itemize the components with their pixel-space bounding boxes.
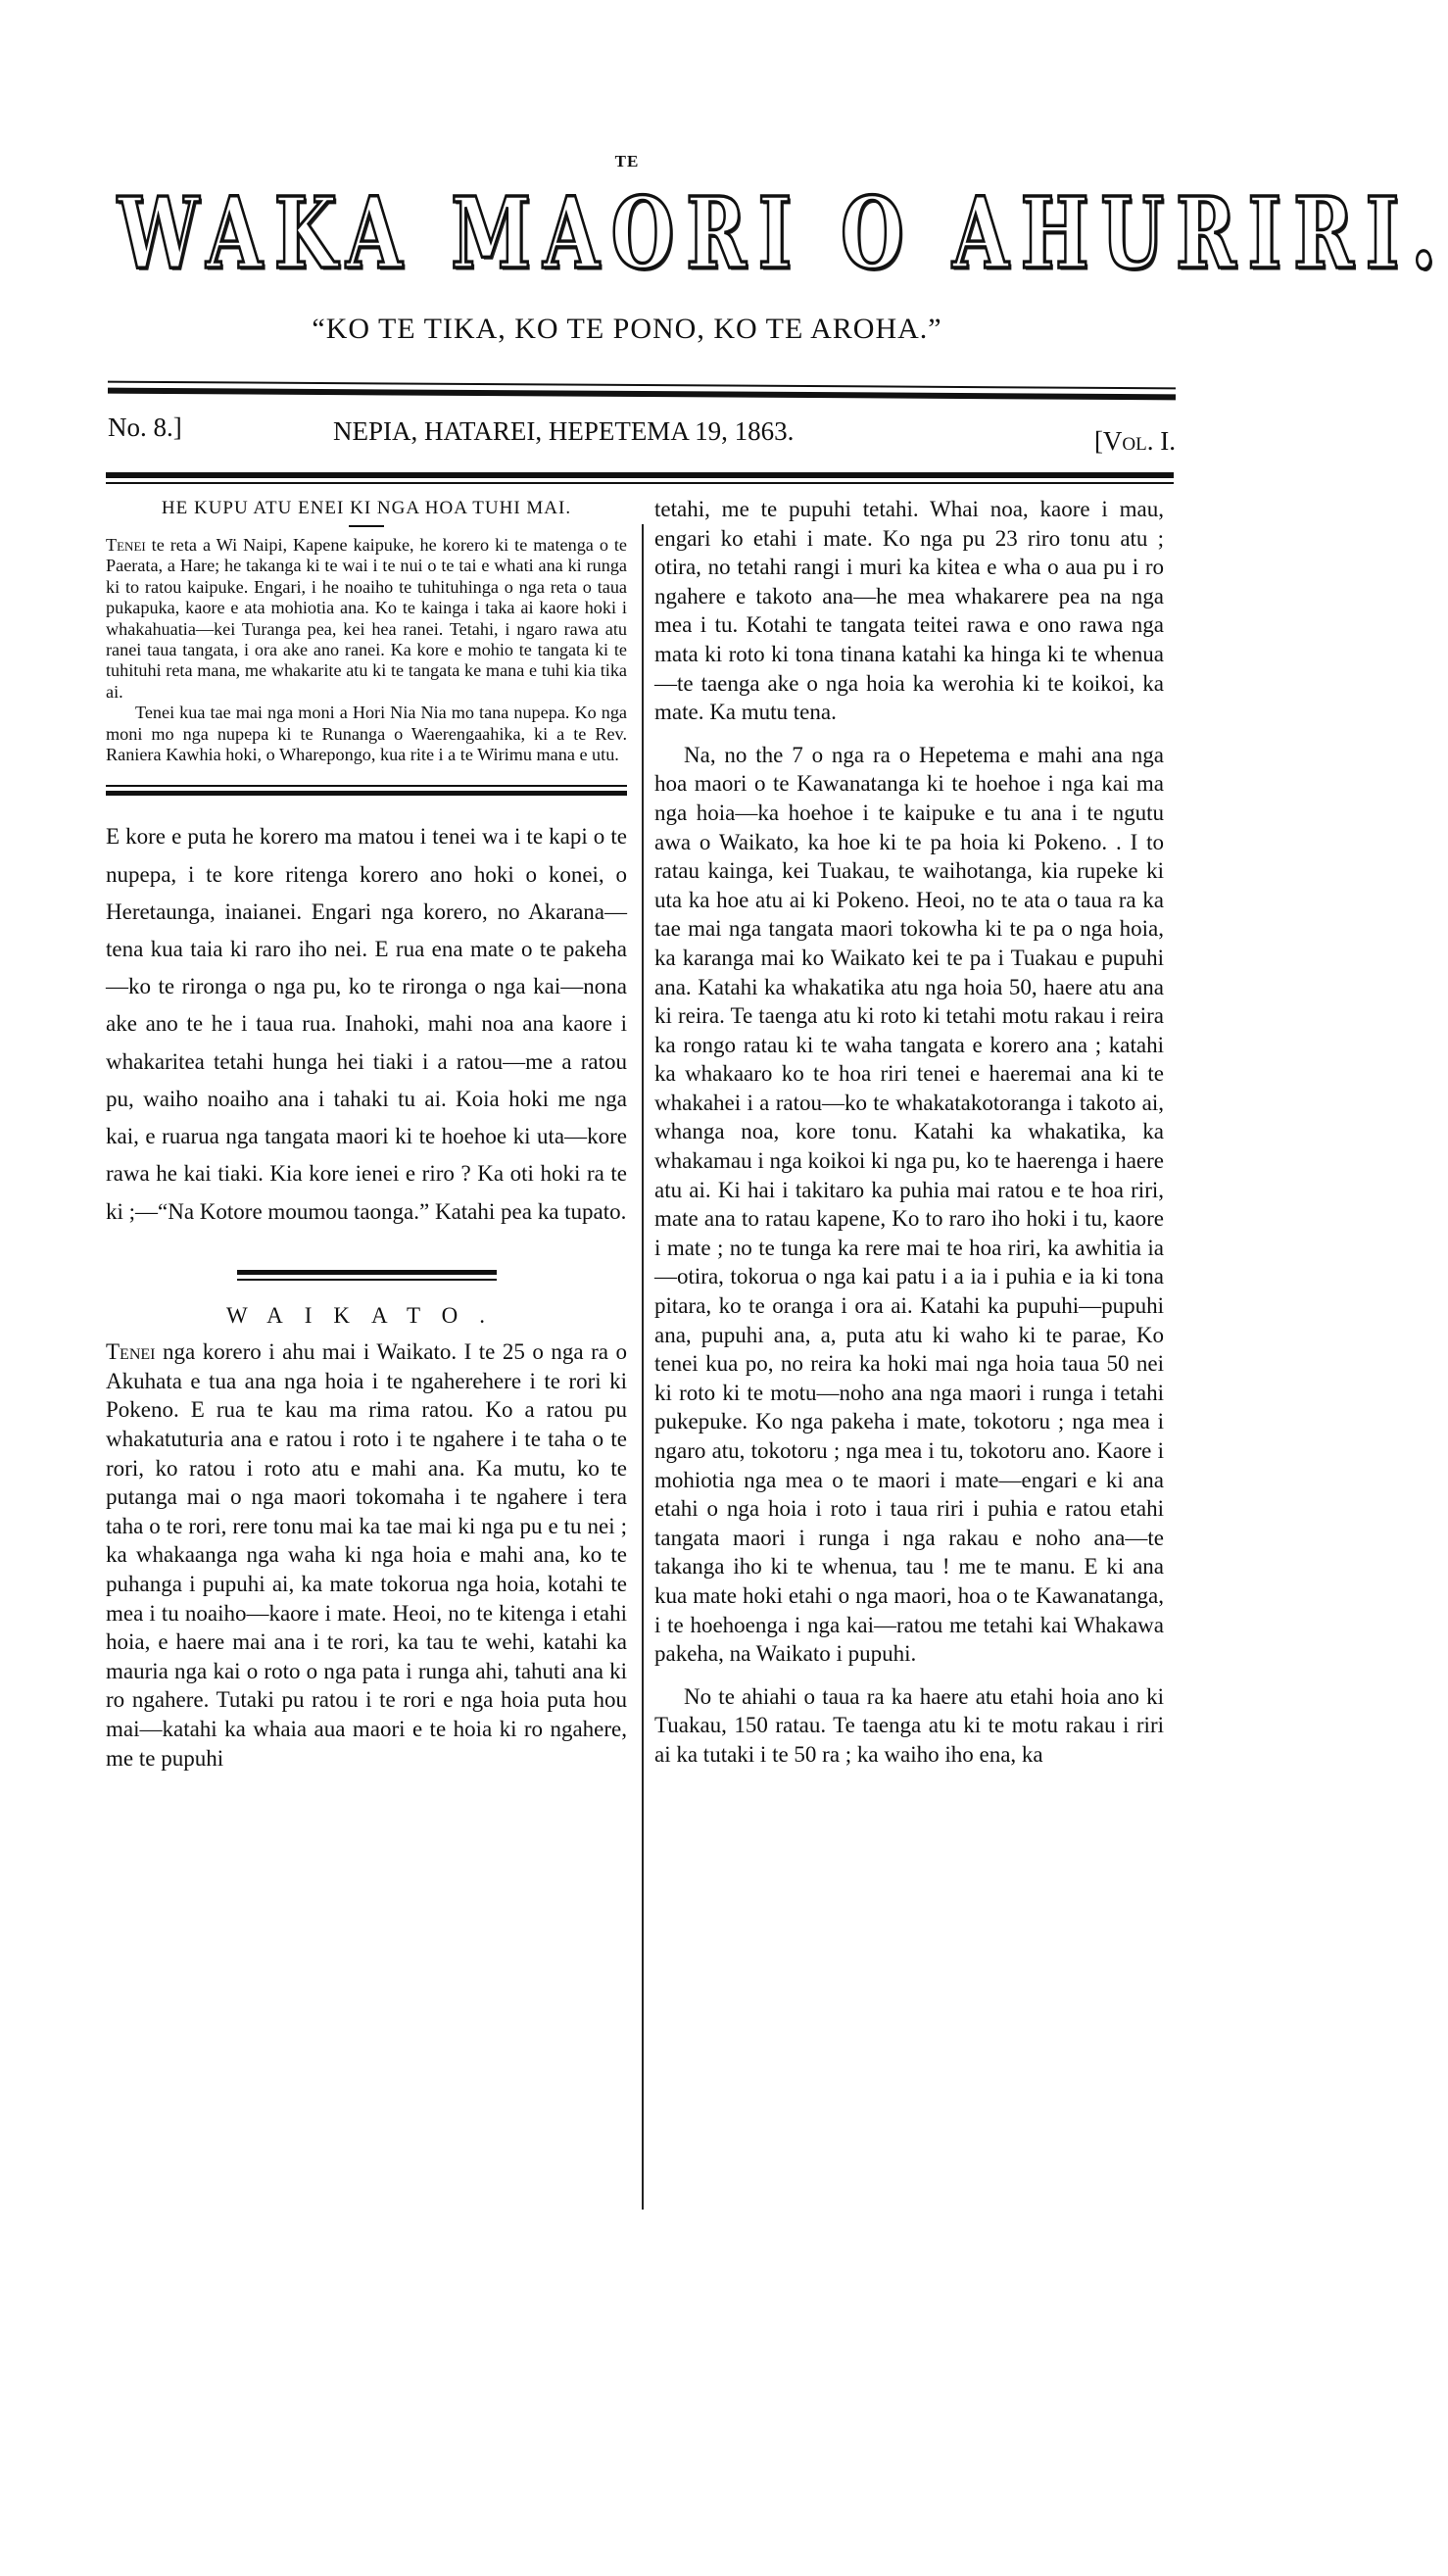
waikato-continued-paragraph: tetahi, me te pupuhi tetahi. Whai noa, kaore i mau, engari ko etahi i mate. Ko nga pu 23 riro tonu atu ; otira, no tetahi rangi i muri ka kitea e wha o aua pu i ro ngahere e takoto ana—he mea whakarere pea na nga mea i tu. Kotahi te tangata teitei rawa e ono rawa nga mata ki roto ki tona tinana katahi ka hinga ki te whenua—te taenga ake o nga hoia ka werohia ki te koikoi, ka mate. Ka mutu tena. <box>654 497 1164 725</box>
volume-number: [Vol. I. <box>1093 426 1176 456</box>
double-rule <box>106 785 627 801</box>
right-column <box>654 495 1164 1770</box>
waikato-paragraph-text: nga korero i ahu mai i Waikato. I te 25 o nga ra o Akuhata e tua ana nga hoia i te ngaherehere i te rori ki Pokeno. E rua te kau ma rima ratou. Ko a ratou pu whakatuturia ana e ratou i roto i te ngahere i te taha o te rori, ko ratou i roto atu e mahi ana. Ka mutu, ko te putanga mai o nga maori tokomaha i te ngahere i tera taha o te rori, rere tonu mai ka tae mai ki nga pu e tu nei ; ka whakaanga nga waha ki nga hoia e mahi ana, ko te puhanga i pupuhi ai, ka mate tokorua nga hoia, kotahi te mea i tu noaiho—kaore i mate. Heoi, no te kitenga i etahi hoia, e haere mai ana i te rori, ka tau te wehi, katahi ka mauria nga kai o roto o nga pata i runga ahi, tahuti ana ki ro ngahere. Tutaki pu ratou i te rori e nga hoia puta hou mai—katahi ka whaia aua maori e te hoia ki ro ngahere, me te pupuhi <box>106 1339 627 1771</box>
editorial-section <box>106 818 627 1230</box>
left-column <box>106 490 627 1773</box>
header-rule-top-thick <box>108 388 1176 401</box>
notice-lead-word: Tenei <box>106 535 146 555</box>
editorial-paragraph: E kore e puta he korero ma matou i tenei wa i te kapi o te nupepa, i te kore ritenga korero ano hoki o konei, o Heretaunga, inaianei. Engari nga korero, no Akarana—tena kua taia ki raro iho nei. E rua ena mate o te pakeha—ko te rironga o nga pu, ko te rironga o nga kai—nona ake ano te he i taua rua. Inahoki, mahi noa ana kaore i whakaritea tetahi hunga hei tiaki i a ratou—me a ratou pu, waiho noaiho ana i tahaki tu ai. Koia hoki me nga kai, e ruarua nga tangata maori ki te hoehoe ki uta—kore rawa he kai tiaki. Kia kore ienei e riro ? Ka oti hoki ra te ki ;—“Na Kotore moumou taonga.” Katahi pea ka tupato. <box>106 824 627 1224</box>
waikato-title: WAIKATO. <box>225 1302 507 1328</box>
notice-paragraph-text: te reta a Wi Naipi, Kapene kaipuke, he korero ki te matenga o te Paerata, a Hare; he takanga ki te wai i te nui o te tai e whati ana ki runga ki to ratou kaipuke. Engari, i he noaiho te tuhituhinga o nga reta o taua pukapuka, kaore e ata mohiotia ana. Ko te kainga i taka ai kaore hoki i whakahuatia—kei Turanga pea, kei hea ranei. Tetahi, i ngaro rawa atu ranei taua tangata, i ora ake ano ranei. Ka kore e mohio te tangata ki te tuhituhi reta mana, me whakarite atu ki te tangata ke mana e tuhi kia tika ai. <box>106 535 627 702</box>
waikato-lead-word: Tenei <box>106 1339 156 1365</box>
place-date: NEPIA, HATAREI, HEPETEMA 19, 1863. <box>333 416 795 446</box>
masthead-title: WAKA MAORI O AHURIRI. <box>118 176 1448 292</box>
waikato-paragraph: Na, no the 7 o nga ra o Hepetema e mahi ana nga hoa maori o te Kawanatanga ki te hoehoe i nga kai ma nga hoia—ka hoehoe i te kaipuke e tu ana i te ngutu awa o Waikato, ka hoe ki te pa hoia ki Pokeno. . I to ratau kainga, kei Tuakau, te waihotanga, kia rupeke ki uta ka hoe atu ai ki Pokeno. Heoi, no te ata o taua ra ka tae mai nga tangata maori tokowha ki te pa o nga hoia, ka karanga mai ko Waikato kei te pa i Tuakau e pupuhi ana. Katahi ka whakatika atu nga hoia 50, haere atu ana ki reira. Te taenga atu ki roto ki tetahi motu rakau i reira ka rongo ratau ki te waha tangata e korero ana ; katahi ka whakaaro ko te hoa riri tenei e haeremai ana ki te whakahei i a ratou—ko te whakatakotoranga i takoto ai, whanga noa, kore tonu. Katahi ka whakatika, ka whakamau i nga koikoi ki nga pu, ko te haerenga i haere atu ai. Ki hai i takitaro ka puhia mai ratou e te hoa riri, mate ana to ratau kapene, Ko to raro iho hoki i tu, kaore i mate ; no te tunga ka rere mai te hoa riri, ka awhitia ia—otira, tokorua o nga kai patu i a ia i puhia e ia ki tona pitara, ko te oranga i ora ai. Katahi ka pupuhi—pupuhi ana, pupuhi ana, a, puta atu ki waho ki te parae, Ko tenei kua po, no reira ka hoki mai nga hoia taua 50 nei ki roto ki te motu—noho ana nga maori i runga i tetahi pukepuke. Ko nga pakeha i mate, tokotoru ; nga mea i ngaro atu, tokotoru ; nga mea i tu, tokotoru ano. Kaore i mohiotia nga mea o te maori i mate—engari e ki ana etahi o nga hoia i roto i taua riri i puhia e ratou etahi tangata maori i runga i nga rakau e noho ana—te takanga iho ki te whenua, tau ! me te manu. E ki ana kua mate hoki etahi o nga maori, hoa o te Kawanatanga, i te hoehoenga i nga kai—ratou me tetahi kai Whakawa pakeha, na Waikato i pupuhi. <box>654 742 1164 1667</box>
section-rule <box>237 1270 497 1284</box>
short-rule <box>349 525 384 527</box>
issue-number: No. 8.] <box>108 413 182 442</box>
notice-section <box>106 498 627 765</box>
waikato-paragraph <box>106 1337 627 1773</box>
masthead-te: TE <box>614 152 640 170</box>
notice-title: HE KUPU ATU ENEI KI NGA HOA TUHI MAI. <box>161 498 572 518</box>
dateline <box>108 412 1176 466</box>
waikato-section <box>106 1301 627 1774</box>
masthead-motto: “KO TE TIKA, KO TE PONO, KO TE AROHA.” <box>312 313 942 345</box>
notice-paragraph: Tenei kua tae mai nga moni a Hori Nia Nia mo tana nupepa. Ko nga moni mo nga nupepa ki te Runanga o Waerengaahika, ki a te Rev. Raniera Kawhia hoki, o Wharepongo, kua rite i a te Wirimu mana e utu. <box>106 703 627 765</box>
header-rule-bottom-thin <box>106 482 1174 484</box>
waikato-paragraph: No te ahiahi o taua ra ka haere atu etahi hoia ano ki Tuakau, 150 ratau. Te taenga atu ki te motu rakau i riri ai ka tutaki i te 50 ra ; ka waiho iho ena, ka <box>654 1683 1164 1767</box>
notice-paragraph <box>106 535 627 703</box>
header-rule-bottom-thick <box>106 472 1174 478</box>
column-divider <box>642 524 644 2210</box>
